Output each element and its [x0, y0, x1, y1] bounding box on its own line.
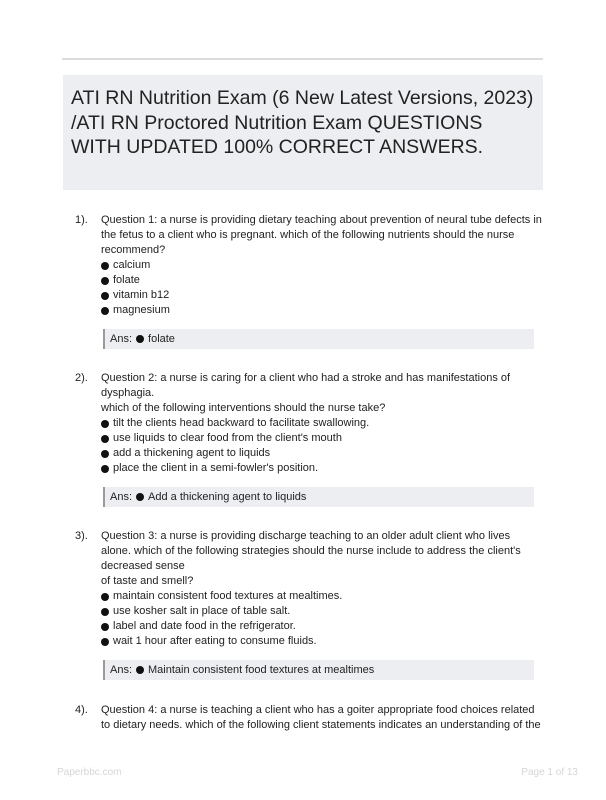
option-item: wait 1 hour after eating to consume fluids. — [101, 634, 543, 649]
option-item: magnesium — [101, 303, 543, 318]
option-item: label and date food in the refrigerator. — [101, 619, 543, 634]
top-divider — [62, 58, 543, 60]
question-4 — [63, 703, 543, 733]
option-item: add a thickening agent to liquids — [101, 446, 543, 461]
question-number: 4). — [75, 704, 88, 716]
answer-label: Ans: — [110, 490, 133, 503]
bullet-icon — [136, 493, 144, 501]
question-text: Question 4: a nurse is teaching a client who has a goiter appropriate food choices related to dietary needs. which of the following client statements indicates an understanding of the — [101, 704, 541, 731]
bullet-icon — [101, 593, 109, 601]
answer-label: Ans: — [110, 663, 133, 676]
bullet-icon — [101, 262, 109, 270]
bullet-icon — [101, 638, 109, 646]
option-item: use kosher salt in place of table salt. — [101, 604, 543, 619]
question-3 — [63, 529, 543, 680]
question-1 — [63, 213, 543, 349]
bullet-icon — [101, 623, 109, 631]
answer-box — [103, 660, 534, 680]
bullet-icon — [101, 292, 109, 300]
question-number: 1). — [75, 214, 88, 226]
page-number: Page 1 of 13 — [521, 767, 578, 778]
option-list — [101, 589, 543, 649]
option-item: use liquids to clear food from the client's mouth — [101, 431, 543, 446]
answer-box — [103, 487, 534, 507]
answer-box — [103, 329, 534, 349]
question-text: Question 2: a nurse is caring for a client who had a stroke and has manifestations of dysphagia. which of the following interventions should the nurse take? — [101, 372, 511, 414]
footer-watermark: Paperbbc.com — [57, 767, 122, 778]
bullet-icon — [101, 307, 109, 315]
bullet-icon — [101, 450, 109, 458]
option-list — [101, 258, 543, 318]
document-title: ATI RN Nutrition Exam (6 New Latest Versions, 2023) /ATI RN Proctored Nutrition Exam QUESTIONS WITH UPDATED 100% CORRECT ANSWERS. — [71, 87, 534, 158]
answer-label: Ans: — [110, 332, 133, 345]
question-number: 3). — [75, 530, 88, 542]
question-2 — [63, 371, 543, 507]
option-item: tilt the clients head backward to facilitate swallowing. — [101, 416, 543, 431]
bullet-icon — [101, 435, 109, 443]
bullet-icon — [101, 608, 109, 616]
option-item: folate — [101, 273, 543, 288]
bullet-icon — [136, 335, 144, 343]
bullet-icon — [101, 465, 109, 473]
question-number: 2). — [75, 372, 88, 384]
bullet-icon — [136, 666, 144, 674]
question-text: Question 1: a nurse is providing dietary teaching about prevention of neural tube defects in the fetus to a client who is pregnant. which of the following nutrients should the nurse recommend? — [101, 214, 542, 256]
bullet-icon — [101, 277, 109, 285]
question-text: Question 3: a nurse is providing discharge teaching to an older adult client who lives alone. which of the following strategies should the nurse include to address the client's decreased sense of taste and smell? — [101, 530, 521, 587]
option-item: maintain consistent food textures at mealtimes. — [101, 589, 543, 604]
option-item: place the client in a semi-fowler's position. — [101, 461, 543, 476]
answer-text: Add a thickening agent to liquids — [148, 490, 307, 503]
option-list — [101, 416, 543, 476]
answer-text: Maintain consistent food textures at mealtimes — [148, 663, 375, 676]
title-banner — [63, 75, 543, 190]
bullet-icon — [101, 420, 109, 428]
option-item: calcium — [101, 258, 543, 273]
answer-text: folate — [148, 332, 175, 345]
option-item: vitamin b12 — [101, 288, 543, 303]
